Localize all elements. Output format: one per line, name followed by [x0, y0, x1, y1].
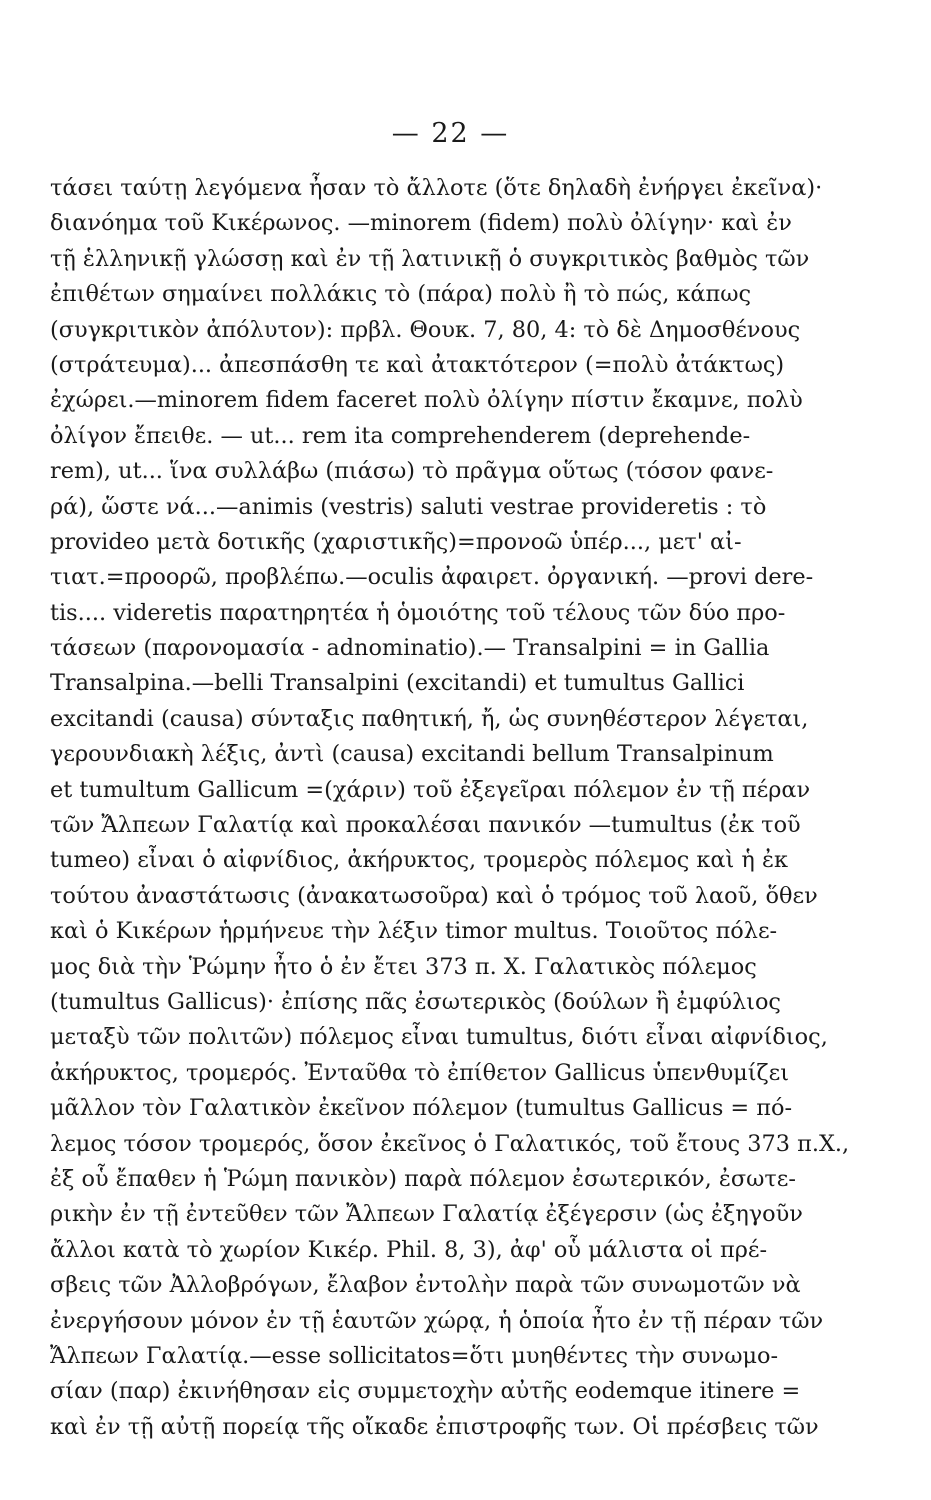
text-line: rem), ut... ἵνα συλλάβω (πιάσω) τὸ πρᾶγμα οὕτως (τόσον φανε- [50, 458, 774, 485]
text-line: σίαν (παρ) ἐκινήθησαν εἰς συμμετοχὴν αὐτῆς eodemque itinere = [50, 1378, 801, 1405]
text-line: et tumultum Gallicum =(χάριν) τοῦ ἐξεγεῖραι πόλεμον ἐν τῇ πέραν [50, 776, 811, 803]
text-line: Ἄλπεων Γαλατίᾳ.—esse sollicitatos=ὅτι μυηθέντες τὴν συνωμο- [50, 1342, 779, 1369]
text-line: γερουνδιακὴ λέξις, ἀντὶ (causa) excitandi bellum Transalpinum [50, 741, 774, 768]
text-line: τῶν Ἄλπεων Γαλατίᾳ καὶ προκαλέσαι πανικόν —tumultus (ἐκ τοῦ [50, 812, 801, 839]
text-line: τούτου ἀναστάτωσις (ἀνακατωσοῦρα) καὶ ὁ τρόμος τοῦ λαοῦ, ὅθεν [50, 882, 818, 909]
text-line: ὀλίγον ἔπειθε. — ut... rem ita comprehenderem (deprehende- [50, 422, 751, 449]
text-line: (στράτευμα)... ἀπεσπάσθη τε καὶ ἀτακτότερον (=πολὺ ἀτάκτως) [50, 351, 785, 378]
text-line: τάσει ταύτῃ λεγόμενα ἦσαν τὸ ἄλλοτε (ὅτε δηλαδὴ ἐνήργει ἐκεῖνα)· [50, 175, 823, 201]
text-line: μος διὰ τὴν Ῥώμην ἦτο ὁ ἐν ἔτει 373 π. Χ. Γαλατικὸς πόλεμος [50, 953, 757, 980]
text-line: ἐπιθέτων σημαίνει πολλάκις τὸ (πάρα) πολὺ ἢ τὸ πώς, κάπως [50, 281, 752, 308]
text-line: ρικὴν ἐν τῇ ἐντεῦθεν τῶν Ἄλπεων Γαλατίᾳ ἐξέγερσιν (ὡς ἐξηγοῦν [50, 1201, 803, 1228]
text-line: ἐχώρει.—minorem fidem faceret πολὺ ὀλίγην πίστιν ἔκαμνε, πολὺ [50, 387, 803, 414]
text-line: ἄλλοι κατὰ τὸ χωρίον Κικέρ. Phil. 8, 3), ἀφ' οὗ μάλιστα οἱ πρέ- [50, 1236, 768, 1263]
text-line: Transalpina.—belli Transalpini (excitandi) et tumultus Gallici [50, 670, 745, 697]
text-line: (tumultus Gallicus)· ἐπίσης πᾶς ἐσωτερικὸς (δούλων ἢ ἐμφύλιος [50, 988, 781, 1015]
text-line: καὶ ὁ Κικέρων ἡρμήνευε τὴν λέξιν timor multus. Τοιοῦτος πόλε- [50, 918, 778, 945]
text-line: ρά), ὥστε νά...—animis (vestris) saluti vestrae provideretis : τὸ [50, 493, 767, 520]
text-line: καὶ ἐν τῇ αὐτῇ πορείᾳ τῆς οἴκαδε ἐπιστροφῆς των. Οἱ πρέσβεις τῶν [50, 1413, 819, 1440]
text-line: provideo μετὰ δοτικῆς (χαριστικῆς)=προνοῶ ὑπέρ..., μετ' αἰ- [50, 528, 742, 555]
text-line: tis.... videretis παρατηρητέα ἡ ὁμοιότης τοῦ τέλους τῶν δύο προ- [50, 599, 786, 626]
text-line: ἀκήρυκτος, τρομερός. Ἐνταῦθα τὸ ἐπίθετον Gallicus ὑπενθυμίζει [50, 1059, 790, 1086]
text-line: τάσεων (παρονομασία - adnominatio).— Transalpini = in Gallia [50, 635, 770, 662]
page-number: — 22 — [391, 118, 510, 149]
text-line: διανόημα τοῦ Κικέρωνος. —minorem (fidem) πολὺ ὀλίγην· καὶ ἐν [50, 210, 792, 237]
text-line: tumeo) εἶναι ὁ αἰφνίδιος, ἀκήρυκτος, τρομερὸς πόλεμος καὶ ἡ ἐκ [50, 847, 788, 874]
text-body [50, 171, 851, 1445]
text-line: ἐξ οὗ ἔπαθεν ἡ Ῥώμη πανικὸν) παρὰ πόλεμον ἐσωτερικόν, ἐσωτε- [50, 1165, 796, 1192]
text-line: μεταξὺ τῶν πολιτῶν) πόλεμος εἶναι tumultus, διότι εἶναι αἰφνίδιος, [50, 1024, 828, 1051]
text-line: (συγκριτικὸν ἀπόλυτον): πρβλ. Θουκ. 7, 80, 4: τὸ δὲ Δημοσθένους [50, 316, 801, 343]
text-line: τιατ.=προορῶ, προβλέπω.—oculis ἀφαιρετ. ὀργανική. —provi dere- [50, 564, 814, 591]
text-line: σβεις τῶν Ἀλλοβρόγων, ἔλαβον ἐντολὴν παρὰ τῶν συνωμοτῶν νὰ [50, 1272, 801, 1299]
text-line: τῇ ἑλληνικῇ γλώσσῃ καὶ ἐν τῇ λατινικῇ ὁ συγκριτικὸς βαθμὸς τῶν [50, 245, 810, 272]
text-line: λεμος τόσον τρομερός, ὅσον ἐκεῖνος ὁ Γαλατικός, τοῦ ἔτους 373 π.Χ., [50, 1130, 850, 1157]
text-line: μᾶλλον τὸν Γαλατικὸν ἐκεῖνον πόλεμον (tumultus Gallicus = πό- [50, 1095, 793, 1122]
text-line: ἐνεργήσουν μόνον ἐν τῇ ἑαυτῶν χώρᾳ, ἡ ὁποία ἦτο ἐν τῇ πέραν τῶν [50, 1307, 824, 1334]
text-line: excitandi (causa) σύνταξις παθητική, ἤ, ὡς συνηθέστερον λέγεται, [50, 705, 809, 732]
